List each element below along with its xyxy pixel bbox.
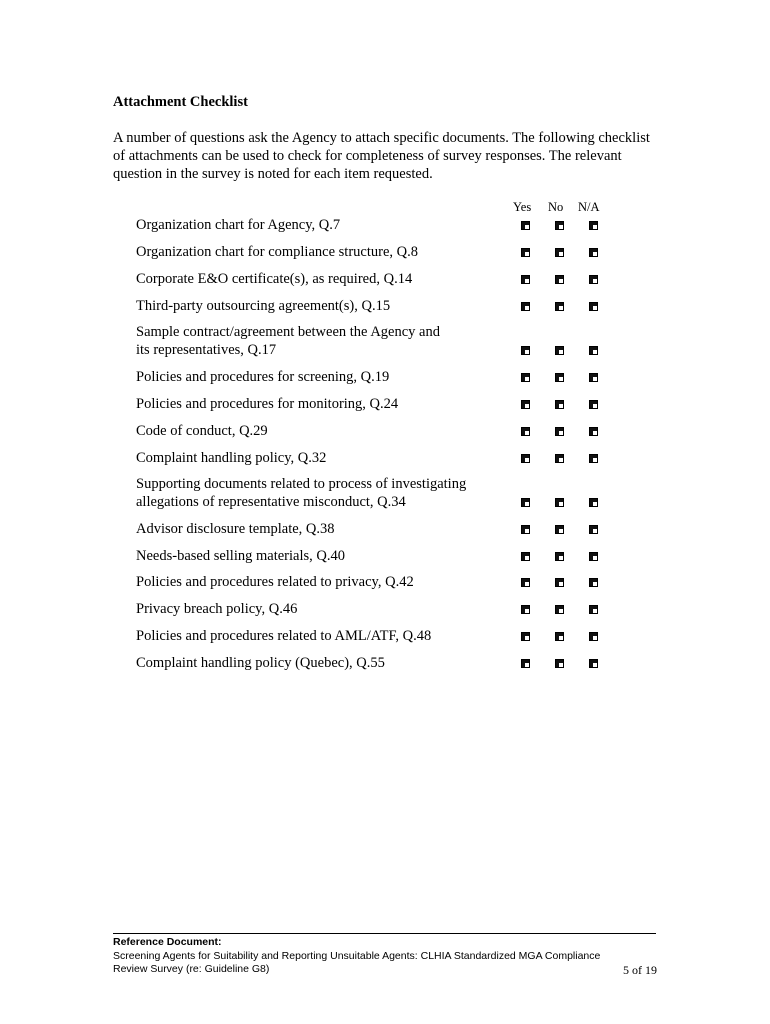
- column-header-no: No: [548, 200, 564, 214]
- checklist-item-label: Supporting documents related to process of investigating: [136, 476, 467, 492]
- checklist-item: [136, 475, 496, 511]
- checkbox-no[interactable]: [555, 605, 564, 614]
- checkbox-no[interactable]: [555, 373, 564, 382]
- checklist-item-label: Third-party outsourcing agreement(s), Q.15: [136, 298, 391, 314]
- checkbox-no[interactable]: [555, 525, 564, 534]
- checkbox-na[interactable]: [589, 498, 598, 507]
- column-header-yes: Yes: [513, 200, 532, 214]
- intro-paragraph: A number of questions ask the Agency to attach specific documents. The following checklist of attachments can be used to check for completeness of survey responses. The relevant question in the survey is noted for each item requested.: [113, 130, 650, 182]
- checklist-item: [136, 422, 496, 440]
- checkbox-no[interactable]: [555, 578, 564, 587]
- checklist-item-label: Advisor disclosure template, Q.38: [136, 521, 335, 537]
- checklist-item-label: Corporate E&O certificate(s), as required, Q.14: [136, 271, 413, 287]
- checklist-item: [136, 368, 496, 386]
- checkbox-no[interactable]: [555, 302, 564, 311]
- checkbox-no[interactable]: [555, 221, 564, 230]
- checklist-item: [136, 627, 496, 645]
- checklist-item-label: Policies and procedures for screening, Q.19: [136, 369, 390, 385]
- checklist-item: [136, 270, 496, 288]
- checkbox-yes[interactable]: [521, 498, 530, 507]
- checkbox-yes[interactable]: [521, 400, 530, 409]
- checkbox-no[interactable]: [555, 400, 564, 409]
- checkbox-no[interactable]: [555, 632, 564, 641]
- checkbox-no[interactable]: [555, 427, 564, 436]
- checklist-item: [136, 216, 496, 234]
- checkbox-yes[interactable]: [521, 275, 530, 284]
- checkbox-yes[interactable]: [521, 578, 530, 587]
- checklist-item-label: Complaint handling policy, Q.32: [136, 450, 327, 466]
- checklist-item-label: its representatives, Q.17: [136, 342, 277, 358]
- checklist-item-label: Complaint handling policy (Quebec), Q.55: [136, 655, 385, 671]
- checklist-item: [136, 520, 496, 538]
- page-number: 5 of 19: [623, 963, 657, 977]
- checklist-item: [136, 547, 496, 565]
- checkbox-na[interactable]: [589, 525, 598, 534]
- checkbox-na[interactable]: [589, 302, 598, 311]
- checklist-item: [136, 654, 496, 672]
- checkbox-na[interactable]: [589, 578, 598, 587]
- checklist-item: [136, 323, 496, 359]
- checkbox-na[interactable]: [589, 659, 598, 668]
- checkbox-na[interactable]: [589, 275, 598, 284]
- checklist-item-label: Policies and procedures for monitoring, Q.24: [136, 396, 399, 412]
- checkbox-no[interactable]: [555, 346, 564, 355]
- checklist-item-label: Sample contract/agreement between the Agency and: [136, 324, 440, 340]
- checkbox-na[interactable]: [589, 632, 598, 641]
- checklist-item: [136, 449, 496, 467]
- checklist-item: [136, 395, 496, 413]
- checkbox-no[interactable]: [555, 275, 564, 284]
- checklist-item-label: Privacy breach policy, Q.46: [136, 601, 298, 617]
- footer-label: Reference Document:: [113, 936, 222, 948]
- checkbox-yes[interactable]: [521, 525, 530, 534]
- checkbox-no[interactable]: [555, 248, 564, 257]
- checkbox-yes[interactable]: [521, 632, 530, 641]
- checklist-item-label: Needs-based selling materials, Q.40: [136, 548, 345, 564]
- checkbox-na[interactable]: [589, 346, 598, 355]
- checkbox-na[interactable]: [589, 605, 598, 614]
- checklist-item: [136, 297, 496, 315]
- checklist-item: [136, 243, 496, 261]
- checkbox-no[interactable]: [555, 552, 564, 561]
- checkbox-yes[interactable]: [521, 221, 530, 230]
- checkbox-na[interactable]: [589, 552, 598, 561]
- checkbox-yes[interactable]: [521, 605, 530, 614]
- checklist-item: [136, 573, 496, 591]
- checkbox-na[interactable]: [589, 400, 598, 409]
- checkbox-yes[interactable]: [521, 302, 530, 311]
- checkbox-no[interactable]: [555, 454, 564, 463]
- page-title: Attachment Checklist: [113, 94, 248, 110]
- checkbox-yes[interactable]: [521, 427, 530, 436]
- checkbox-yes[interactable]: [521, 454, 530, 463]
- checkbox-na[interactable]: [589, 221, 598, 230]
- checkbox-na[interactable]: [589, 427, 598, 436]
- checkbox-yes[interactable]: [521, 248, 530, 257]
- checklist-item-label: Organization chart for compliance structure, Q.8: [136, 244, 418, 260]
- checkbox-no[interactable]: [555, 498, 564, 507]
- checklist-item-label: Code of conduct, Q.29: [136, 423, 268, 439]
- checklist-item-label: Policies and procedures related to privacy, Q.42: [136, 574, 414, 590]
- footer-reference-line2: Review Survey (re: Guideline G8): [113, 963, 270, 975]
- column-header-na: N/A: [578, 200, 600, 214]
- checkbox-na[interactable]: [589, 454, 598, 463]
- footer-divider: [113, 933, 656, 934]
- checkbox-yes[interactable]: [521, 659, 530, 668]
- checkbox-na[interactable]: [589, 373, 598, 382]
- checklist-item-label: Policies and procedures related to AML/ATF, Q.48: [136, 628, 432, 644]
- footer-reference-line1: Screening Agents for Suitability and Reporting Unsuitable Agents: CLHIA Standardized MGA Compliance: [113, 950, 601, 962]
- checklist-item: [136, 600, 496, 618]
- checklist-item-label: Organization chart for Agency, Q.7: [136, 217, 341, 233]
- checkbox-no[interactable]: [555, 659, 564, 668]
- checkbox-na[interactable]: [589, 248, 598, 257]
- checklist-item-label: allegations of representative misconduct, Q.34: [136, 494, 406, 510]
- checkbox-yes[interactable]: [521, 346, 530, 355]
- checkbox-yes[interactable]: [521, 552, 530, 561]
- checkbox-yes[interactable]: [521, 373, 530, 382]
